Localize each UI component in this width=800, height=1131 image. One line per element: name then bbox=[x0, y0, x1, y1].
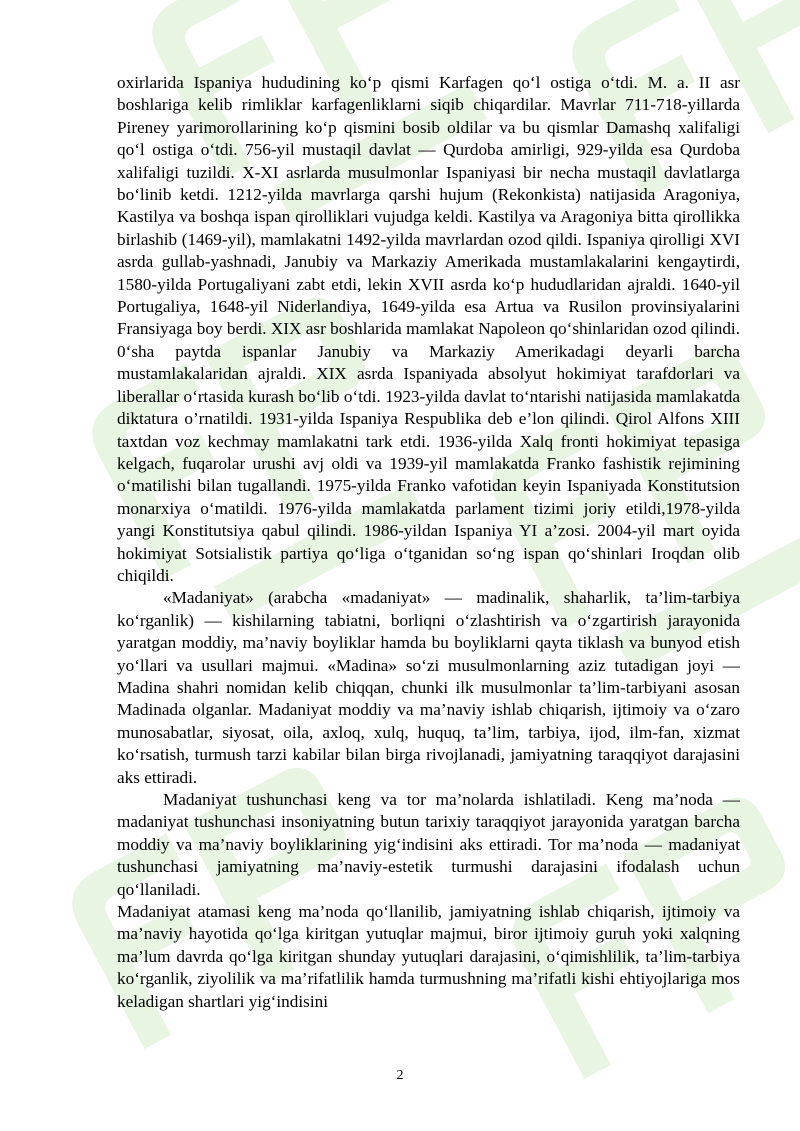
paragraph-madaniyat-definition: «Madaniyat» (arabcha «madaniyat» — madinalik, shaharlik, ta’lim-tarbiya ko‘rganlik) — kishilarning tabiatni, borliqni o‘zlashtirish va o‘zgartirish jarayonida yaratgan moddiy, ma’naviy boyliklar hamda bu boyliklarni qayta tiklash va bunyod etish yo‘llari va usullari majmui. «Madina» so‘zi musulmonlarning aziz tutadigan joyi — Madina shahri nomidan kelib chiqqan, chunki ilk musulmonlar ta’lim-tarbiyani asosan Madinada olganlar. Madaniyat moddiy va ma’naviy ishlab chiqarish, ijtimoiy va o‘zaro munosabatlar, siyosat, oila, axloq, xulq, huquq, ta’lim, tarbiya, ijod, ilm-fan, xizmat ko‘rsatish, turmush tarzi kabilar bilan birga rivojlanadi, jamiyatning taraqqiyot darajasini aks ettiradi. bbox=[117, 588, 740, 787]
paragraph-madaniyat-meanings: Madaniyat tushunchasi keng va tor ma’nolarda ishlatiladi. Keng ma’noda — madaniyat tushunchasi insoniyatning butun tarixiy taraqqiyot jarayonida yaratgan barcha moddiy va ma’naviy boyliklarining yig‘indisini aks ettiradi. Tor ma’noda — madaniyat tushunchasi jamiyatning ma’naviy-estetik turmushi darajasini ifodalash uchun qo‘llaniladi. bbox=[117, 790, 740, 899]
body-text bbox=[117, 72, 740, 1013]
paragraph-madaniyat-term: Madaniyat atamasi keng ma’noda qo‘llanilib, jamiyatning ishlab chiqarish, ijtimoiy va ma’naviy hayotida qo‘lga kiritgan yutuqlar majmui, biror ijtimoiy guruh yoki xalqning ma’lum davrda qo‘lga kiritgan shunday yutuqlari darajasini, o‘qimishlilik, ta’lim-tarbiya ko‘rganlik, ziyolilik va ma’rifatlilik hamda turmushning ma’rifatli kishi ehtiyojlariga mos keladigan shartlari yig‘indisini bbox=[117, 902, 740, 1011]
page-number: 2 bbox=[396, 1068, 404, 1083]
paragraph-history: oxirlarida Ispaniya hududining ko‘p qismi Karfagen qo‘l ostiga o‘tdi. M. a. II asr boshlariga kelib rimliklar karfagenliklarni siqib chiqardilar. Mavrlar 711-718-yillarda Pireney yarimorollarining ko‘p qismini bosib oldilar va bu qismlar Damashq xalifaligi qo‘l ostiga o‘tdi. 756-yil mustaqil davlat — Qurdoba amirligi, 929-yilda esa Qurdoba xalifaligi tuzildi. X-XI asrlarda musulmonlar Ispaniyasi bir necha mustaqil davlatlarga bo‘linib ketdi. 1212-yilda mavrlarga qarshi hujum (Rekonkista) natijasida Aragoniya, Kastilya va boshqa ispan qirolliklari vujudga keldi. Kastilya va Aragoniya bitta qirollikka birlashib (1469-yil), mamlakatni 1492-yilda mavrlardan ozod qildi. Ispaniya qirolligi XVI asrda gullab-yashnadi, Janubiy va Markaziy Amerikada mustamlakalarini kengaytirdi, 1580-yilda Portugaliyani zabt etdi, lekin XVII asrda ko‘p hududlaridan ajraldi. 1640-yil Portugaliya, 1648-yil Niderlandiya, 1649-yilda esa Artua va Rusilon provinsiyalarini Fransiyaga boy berdi. XIX asr boshlarida mamlakat Napoleon qo‘shinlaridan ozod qilindi. 0‘sha paytda ispanlar Janubiy va Markaziy Amerikadagi deyarli barcha mustamlakalaridan ajraldi. XIX asrda Ispaniyada absolyut hokimiyat tarafdorlari va liberallar o‘rtasida kurash bo‘lib o‘tdi. 1923-yilda davlat to‘ntarishi natijasida mamlakatda diktatura o’rnatildi. 1931-yilda Ispaniya Respublika deb e’lon qilindi. Qirol Alfons XIII taxtdan voz kechmay mamlakatni tark etdi. 1936-yilda Xalq fronti hokimiyat tepasiga kelgach, fuqarolar urushi avj oldi va 1939-yil mamlakatda Franko fashistik rejimining o‘matilishi bilan tugallandi. 1975-yilda Franko vafotidan keyin Ispaniyada Konstitutsion monarxiya o‘matildi. 1976-yilda mamlakatda parlament tizimi joriy etildi,1978-yilda yangi Konstitutsiya qabul qilindi. 1986-yildan Ispaniya YI a’zosi. 2004-yil mart oyida hokimiyat Sotsialistik partiya qo‘liga o‘tganidan so‘ng ispan qo‘shinlari Iroqdan olib chiqildi. bbox=[117, 73, 740, 585]
